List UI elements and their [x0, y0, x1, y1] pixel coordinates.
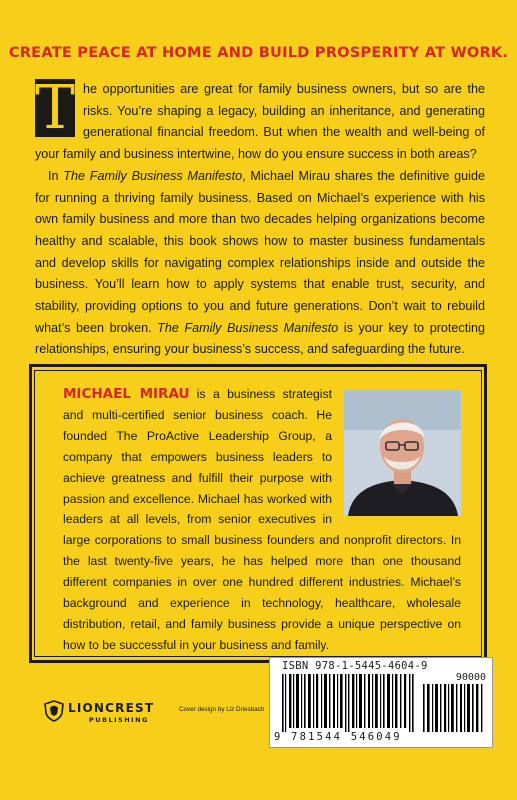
price-code: 90000	[455, 672, 486, 683]
book-title-2: The Family Business Manifesto	[157, 320, 339, 335]
barcode-box	[269, 657, 493, 748]
price-barcode-icon	[422, 684, 484, 732]
author-bio	[63, 384, 461, 656]
lion-shield-icon	[44, 700, 64, 722]
intro-p2-pre: In	[48, 168, 64, 183]
book-title: The Family Business Manifesto	[63, 168, 243, 183]
publisher-logo	[44, 700, 164, 726]
intro-p2-mid: , Michael Mirau shares the definitive guide for running a thriving family business. Based on Michael’s experience with his own family business and more than two decades helping organizations become healthy and scalable, this book shows how to master business fundamentals and develop skills for navigating complex relationships inside and outside the business. You’ll learn how to apply systems that enable trust, security, and stability, providing options to you and future generations. Don’t wait to rebuild what’s been broken.	[35, 168, 485, 335]
publisher-sub: PUBLISHING	[89, 716, 149, 724]
intro-text	[35, 73, 485, 361]
headline: CREATE PEACE AT HOME AND BUILD PROSPERITY AT WORK.	[8, 44, 509, 61]
drop-cap: T	[35, 73, 76, 143]
barcode-icon	[280, 674, 416, 732]
intro-paragraph-2	[35, 166, 485, 361]
author-name: MICHAEL MIRAU	[63, 386, 190, 402]
author-photo	[344, 390, 461, 516]
isbn-label: ISBN 978-1-5445-4604-9	[282, 660, 428, 672]
intro-p2-post: is your key to protecting relationships, ensuring your business’s success, and safeguarding the future.	[35, 320, 485, 357]
author-bio-text: is a business strategist and multi-certified senior business coach. He founded The ProActive Leadership Group, a company that empowers business leaders to achieve greatness and fulfill their purpose with passion and excellence. Michael has worked with leaders at all levels, from senior executives in large corporations to small business founders and nonprofit directors. In the last twenty-five years, he has helped more than one thousand different companies in over one hundred different industries. Michael’s background and experience in technology, healthcare, wholesale distribution, retail, and family business provide a unique perspective on how to be successful in your business and family.	[63, 387, 461, 652]
intro-p1-text: he opportunities are great for family business owners, but so are the risks. You’re shaping a legacy, building an inheritance, and generating generational financial freedom. But when the wealth and well-being of your family and business intertwine, how do you ensure success in both areas?	[35, 82, 485, 162]
cover-credit: Cover design by Liz Driesbach	[179, 706, 265, 713]
intro-paragraph-1	[35, 73, 485, 166]
publisher-name: LIONCREST	[68, 701, 155, 715]
barcode-digits: 9 781544 546049	[274, 731, 402, 743]
